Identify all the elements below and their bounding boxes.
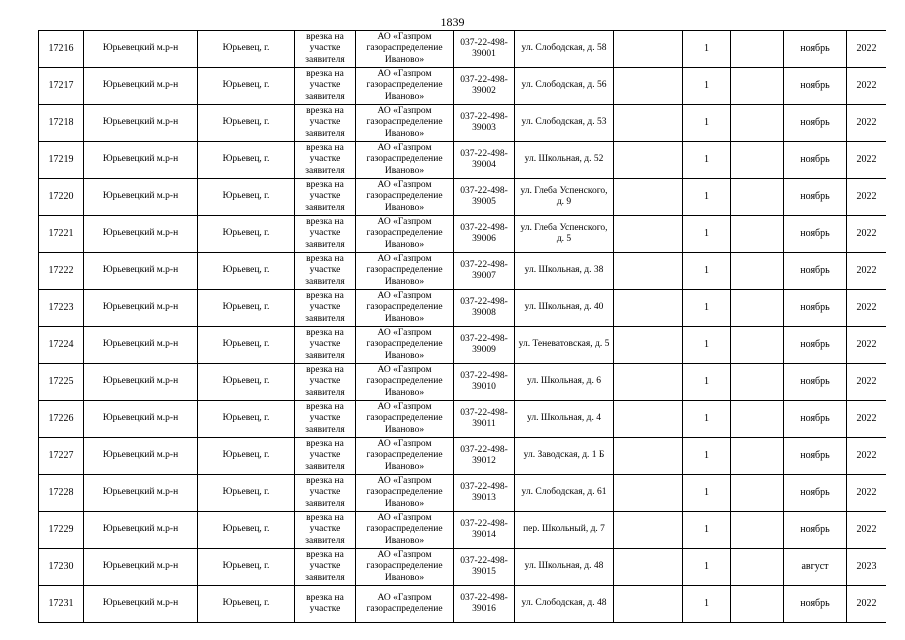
record-number-cell: 17218 (39, 105, 84, 142)
month-cell: ноябрь (784, 142, 847, 179)
district-cell: Юрьевецкий м.р-н (84, 105, 198, 142)
empty-cell (614, 327, 683, 364)
quantity-cell: 1 (683, 364, 731, 401)
object-code-cell: 037-22-498-39010 (454, 364, 515, 401)
year-cell: 2022 (847, 586, 887, 623)
address-cell: ул. Школьная, д. 6 (515, 364, 614, 401)
organization-cell: АО «Газпром газораспределение Иваново» (356, 216, 454, 253)
record-number-cell: 17224 (39, 327, 84, 364)
object-code-cell: 037-22-498-39006 (454, 216, 515, 253)
organization-cell: АО «Газпром газораспределение Иваново» (356, 253, 454, 290)
locality-cell: Юрьевец, г. (198, 105, 295, 142)
locality-cell: Юрьевец, г. (198, 512, 295, 549)
organization-cell: АО «Газпром газораспределение Иваново» (356, 179, 454, 216)
object-code-cell: 037-22-498-39003 (454, 105, 515, 142)
empty-cell (731, 327, 784, 364)
table-row (39, 179, 887, 216)
quantity-cell: 1 (683, 31, 731, 68)
address-cell: ул. Слободская, д. 56 (515, 68, 614, 105)
work-type-cell: врезка на участке заявителя (295, 105, 356, 142)
empty-cell (614, 438, 683, 475)
locality-cell: Юрьевец, г. (198, 327, 295, 364)
quantity-cell: 1 (683, 290, 731, 327)
table-row (39, 105, 887, 142)
work-type-cell: врезка на участке заявителя (295, 179, 356, 216)
locality-cell: Юрьевец, г. (198, 401, 295, 438)
month-cell: ноябрь (784, 290, 847, 327)
record-number-cell: 17220 (39, 179, 84, 216)
locality-cell: Юрьевец, г. (198, 549, 295, 586)
quantity-cell: 1 (683, 512, 731, 549)
quantity-cell: 1 (683, 586, 731, 623)
work-type-cell: врезка на участке заявителя (295, 549, 356, 586)
address-cell: ул. Школьная, д. 52 (515, 142, 614, 179)
district-cell: Юрьевецкий м.р-н (84, 549, 198, 586)
month-cell: ноябрь (784, 327, 847, 364)
empty-cell (614, 68, 683, 105)
quantity-cell: 1 (683, 253, 731, 290)
empty-cell (731, 290, 784, 327)
locality-cell: Юрьевец, г. (198, 586, 295, 623)
month-cell: ноябрь (784, 68, 847, 105)
locality-cell: Юрьевец, г. (198, 179, 295, 216)
district-cell: Юрьевецкий м.р-н (84, 364, 198, 401)
address-cell: ул. Слободская, д. 58 (515, 31, 614, 68)
quantity-cell: 1 (683, 216, 731, 253)
organization-cell: АО «Газпром газораспределение Иваново» (356, 401, 454, 438)
locality-cell: Юрьевец, г. (198, 31, 295, 68)
empty-cell (614, 142, 683, 179)
address-cell: ул. Школьная, д. 4 (515, 401, 614, 438)
month-cell: ноябрь (784, 438, 847, 475)
object-code-cell: 037-22-498-39001 (454, 31, 515, 68)
object-code-cell: 037-22-498-39016 (454, 586, 515, 623)
records-table (38, 30, 886, 623)
district-cell: Юрьевецкий м.р-н (84, 31, 198, 68)
year-cell: 2022 (847, 105, 887, 142)
empty-cell (614, 364, 683, 401)
empty-cell (614, 549, 683, 586)
month-cell: ноябрь (784, 179, 847, 216)
address-cell: ул. Школьная, д. 38 (515, 253, 614, 290)
district-cell: Юрьевецкий м.р-н (84, 438, 198, 475)
record-number-cell: 17227 (39, 438, 84, 475)
organization-cell: АО «Газпром газораспределение Иваново» (356, 475, 454, 512)
quantity-cell: 1 (683, 179, 731, 216)
year-cell: 2023 (847, 549, 887, 586)
empty-cell (614, 31, 683, 68)
empty-cell (614, 401, 683, 438)
locality-cell: Юрьевец, г. (198, 438, 295, 475)
object-code-cell: 037-22-498-39012 (454, 438, 515, 475)
year-cell: 2022 (847, 327, 887, 364)
work-type-cell: врезка на участке заявителя (295, 216, 356, 253)
address-cell: ул. Глеба Успенского, д. 9 (515, 179, 614, 216)
locality-cell: Юрьевец, г. (198, 216, 295, 253)
quantity-cell: 1 (683, 68, 731, 105)
address-cell: ул. Заводская, д. 1 Б (515, 438, 614, 475)
address-cell: ул. Теневатовская, д. 5 (515, 327, 614, 364)
object-code-cell: 037-22-498-39008 (454, 290, 515, 327)
record-number-cell: 17229 (39, 512, 84, 549)
organization-cell: АО «Газпром газораспределение Иваново» (356, 31, 454, 68)
object-code-cell: 037-22-498-39011 (454, 401, 515, 438)
table-row (39, 549, 887, 586)
empty-cell (614, 586, 683, 623)
district-cell: Юрьевецкий м.р-н (84, 475, 198, 512)
organization-cell: АО «Газпром газораспределение Иваново» (356, 142, 454, 179)
district-cell: Юрьевецкий м.р-н (84, 253, 198, 290)
record-number-cell: 17231 (39, 586, 84, 623)
table-row (39, 512, 887, 549)
year-cell: 2022 (847, 364, 887, 401)
address-cell: ул. Слободская, д. 48 (515, 586, 614, 623)
work-type-cell: врезка на участке заявителя (295, 142, 356, 179)
month-cell: ноябрь (784, 253, 847, 290)
empty-cell (614, 253, 683, 290)
locality-cell: Юрьевец, г. (198, 253, 295, 290)
address-cell: ул. Слободская, д. 61 (515, 475, 614, 512)
empty-cell (614, 512, 683, 549)
empty-cell (731, 364, 784, 401)
empty-cell (614, 216, 683, 253)
year-cell: 2022 (847, 512, 887, 549)
empty-cell (731, 142, 784, 179)
empty-cell (731, 31, 784, 68)
locality-cell: Юрьевец, г. (198, 475, 295, 512)
district-cell: Юрьевецкий м.р-н (84, 68, 198, 105)
table-row (39, 290, 887, 327)
empty-cell (731, 105, 784, 142)
table-row (39, 327, 887, 364)
object-code-cell: 037-22-498-39013 (454, 475, 515, 512)
empty-cell (614, 475, 683, 512)
district-cell: Юрьевецкий м.р-н (84, 290, 198, 327)
work-type-cell: врезка на участке заявителя (295, 290, 356, 327)
table-row (39, 438, 887, 475)
empty-cell (731, 512, 784, 549)
record-number-cell: 17217 (39, 68, 84, 105)
month-cell: ноябрь (784, 31, 847, 68)
records-table-wrapper (38, 30, 886, 640)
year-cell: 2022 (847, 475, 887, 512)
work-type-cell: врезка на участке заявителя (295, 401, 356, 438)
quantity-cell: 1 (683, 438, 731, 475)
empty-cell (731, 68, 784, 105)
organization-cell: АО «Газпром газораспределение (356, 586, 454, 623)
locality-cell: Юрьевец, г. (198, 290, 295, 327)
organization-cell: АО «Газпром газораспределение Иваново» (356, 105, 454, 142)
locality-cell: Юрьевец, г. (198, 68, 295, 105)
work-type-cell: врезка на участке заявителя (295, 438, 356, 475)
address-cell: пер. Школьный, д. 7 (515, 512, 614, 549)
year-cell: 2022 (847, 142, 887, 179)
records-table-body (39, 31, 887, 623)
object-code-cell: 037-22-498-39005 (454, 179, 515, 216)
empty-cell (731, 401, 784, 438)
object-code-cell: 037-22-498-39004 (454, 142, 515, 179)
table-row (39, 142, 887, 179)
record-number-cell: 17223 (39, 290, 84, 327)
quantity-cell: 1 (683, 142, 731, 179)
quantity-cell: 1 (683, 549, 731, 586)
empty-cell (614, 179, 683, 216)
table-row (39, 253, 887, 290)
month-cell: ноябрь (784, 364, 847, 401)
quantity-cell: 1 (683, 327, 731, 364)
record-number-cell: 17219 (39, 142, 84, 179)
year-cell: 2022 (847, 31, 887, 68)
organization-cell: АО «Газпром газораспределение Иваново» (356, 290, 454, 327)
organization-cell: АО «Газпром газораспределение Иваново» (356, 68, 454, 105)
district-cell: Юрьевецкий м.р-н (84, 401, 198, 438)
record-number-cell: 17222 (39, 253, 84, 290)
quantity-cell: 1 (683, 475, 731, 512)
month-cell: ноябрь (784, 475, 847, 512)
work-type-cell: врезка на участке (295, 586, 356, 623)
year-cell: 2022 (847, 401, 887, 438)
record-number-cell: 17226 (39, 401, 84, 438)
address-cell: ул. Школьная, д. 48 (515, 549, 614, 586)
address-cell: ул. Школьная, д. 40 (515, 290, 614, 327)
object-code-cell: 037-22-498-39014 (454, 512, 515, 549)
work-type-cell: врезка на участке заявителя (295, 364, 356, 401)
locality-cell: Юрьевец, г. (198, 364, 295, 401)
work-type-cell: врезка на участке заявителя (295, 475, 356, 512)
object-code-cell: 037-22-498-39007 (454, 253, 515, 290)
work-type-cell: врезка на участке заявителя (295, 327, 356, 364)
empty-cell (731, 179, 784, 216)
work-type-cell: врезка на участке заявителя (295, 31, 356, 68)
month-cell: ноябрь (784, 586, 847, 623)
empty-cell (731, 549, 784, 586)
object-code-cell: 037-22-498-39015 (454, 549, 515, 586)
month-cell: ноябрь (784, 512, 847, 549)
year-cell: 2022 (847, 68, 887, 105)
empty-cell (731, 438, 784, 475)
table-row (39, 475, 887, 512)
work-type-cell: врезка на участке заявителя (295, 253, 356, 290)
year-cell: 2022 (847, 216, 887, 253)
district-cell: Юрьевецкий м.р-н (84, 512, 198, 549)
address-cell: ул. Слободская, д. 53 (515, 105, 614, 142)
organization-cell: АО «Газпром газораспределение Иваново» (356, 327, 454, 364)
address-cell: ул. Глеба Успенского, д. 5 (515, 216, 614, 253)
table-row (39, 586, 887, 623)
record-number-cell: 17230 (39, 549, 84, 586)
record-number-cell: 17228 (39, 475, 84, 512)
empty-cell (731, 586, 784, 623)
district-cell: Юрьевецкий м.р-н (84, 586, 198, 623)
month-cell: август (784, 549, 847, 586)
record-number-cell: 17216 (39, 31, 84, 68)
object-code-cell: 037-22-498-39009 (454, 327, 515, 364)
page-number: 1839 (440, 15, 465, 29)
year-cell: 2022 (847, 438, 887, 475)
organization-cell: АО «Газпром газораспределение Иваново» (356, 438, 454, 475)
record-number-cell: 17225 (39, 364, 84, 401)
locality-cell: Юрьевец, г. (198, 142, 295, 179)
district-cell: Юрьевецкий м.р-н (84, 142, 198, 179)
table-row (39, 364, 887, 401)
organization-cell: АО «Газпром газораспределение Иваново» (356, 512, 454, 549)
empty-cell (731, 475, 784, 512)
record-number-cell: 17221 (39, 216, 84, 253)
district-cell: Юрьевецкий м.р-н (84, 179, 198, 216)
year-cell: 2022 (847, 179, 887, 216)
month-cell: ноябрь (784, 216, 847, 253)
empty-cell (614, 290, 683, 327)
table-row (39, 401, 887, 438)
work-type-cell: врезка на участке заявителя (295, 68, 356, 105)
work-type-cell: врезка на участке заявителя (295, 512, 356, 549)
month-cell: ноябрь (784, 105, 847, 142)
year-cell: 2022 (847, 290, 887, 327)
district-cell: Юрьевецкий м.р-н (84, 327, 198, 364)
table-row (39, 216, 887, 253)
month-cell: ноябрь (784, 401, 847, 438)
empty-cell (731, 253, 784, 290)
organization-cell: АО «Газпром газораспределение Иваново» (356, 549, 454, 586)
table-row (39, 68, 887, 105)
district-cell: Юрьевецкий м.р-н (84, 216, 198, 253)
empty-cell (731, 216, 784, 253)
quantity-cell: 1 (683, 401, 731, 438)
table-row (39, 31, 887, 68)
year-cell: 2022 (847, 253, 887, 290)
object-code-cell: 037-22-498-39002 (454, 68, 515, 105)
organization-cell: АО «Газпром газораспределение Иваново» (356, 364, 454, 401)
quantity-cell: 1 (683, 105, 731, 142)
empty-cell (614, 105, 683, 142)
